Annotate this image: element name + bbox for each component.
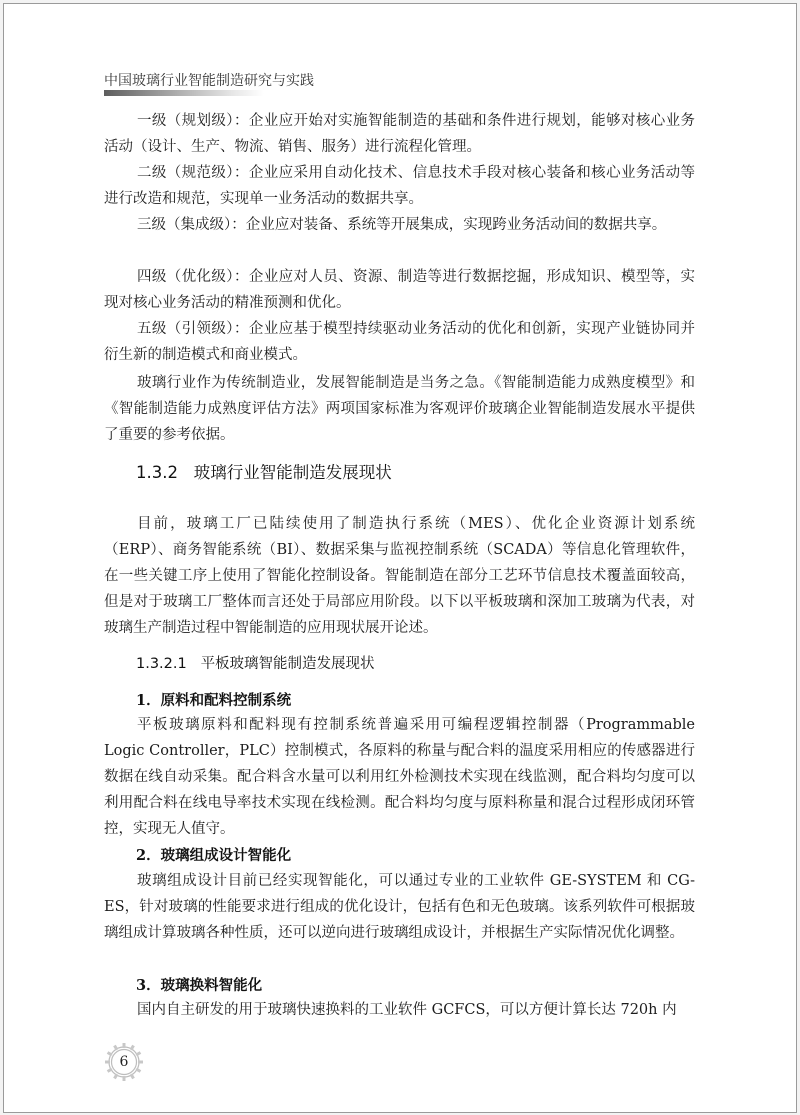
book-page (3, 3, 797, 1113)
subsection-title: 平板玻璃智能制造发展现状 (200, 656, 375, 672)
item-2-heading: 2．玻璃组成设计智能化 (136, 847, 292, 864)
item-2-body: 玻璃组成设计目前已经实现智能化，可以通过专业的工业软件 GE-SYSTEM 和 CG-ES，针对玻璃的性能要求进行组成的优化设计，包括有色和无色玻璃。该系列软件可根据玻璃组成计算玻璃各种性质，还可以逆向进行玻璃组成设计，并根据生产实际情况优化调整。 (104, 873, 695, 941)
item-3-heading: 3．玻璃换料智能化 (136, 977, 263, 994)
item-3-body: 国内自主研发的用于玻璃快速换料的工业软件 GCFCS，可以方便计算长达 720h 内 (137, 1002, 677, 1018)
section-heading-1-3-2 (136, 459, 392, 483)
level-3-paragraph: 三级（集成级）：企业应对装备、系统等开展集成，实现跨业务活动间的数据共享。 (137, 217, 667, 233)
item-1-heading: 1．原料和配料控制系统 (136, 692, 292, 709)
level-5-paragraph: 五级（引领级）：企业应基于模型持续驱动业务活动的优化和创新，实现产业链协同并衍生新的制造模式和商业模式。 (104, 321, 695, 363)
section-heading-1-3-2-1 (136, 652, 375, 673)
section-number: 1.3.2 (136, 463, 178, 482)
intro-paragraph: 玻璃行业作为传统制造业，发展智能制造是当务之急。《智能制造能力成熟度模型》和《智能制造能力成熟度评估方法》两项国家标准为客观评价玻璃企业智能制造发展水平提供了重要的参考依据。 (104, 375, 695, 443)
section-title: 玻璃行业智能制造发展现状 (193, 463, 392, 482)
running-head: 中国玻璃行业智能制造研究与实践 (104, 73, 314, 89)
page-number: 6 (119, 1054, 129, 1070)
item-1-body: 平板玻璃原料和配料现有控制系统普遍采用可编程逻辑控制器（Programmable Logic Controller，PLC）控制模式，各原料的称量与配合料的温度采用相应的传感器进行数据在线自动采集。配合料含水量可以利用红外检测技术实现在线监测，配合料均匀度可以利用配合料在线电导率技术实现在线检测。配合料均匀度与原料称量和混合过程形成闭环管控，实现无人值守。 (104, 717, 695, 837)
level-4-paragraph: 四级（优化级）：企业应对人员、资源、制造等进行数据挖掘，形成知识、模型等，实现对核心业务活动的精准预测和优化。 (104, 269, 695, 311)
running-head-rule (104, 90, 264, 96)
level-2-paragraph: 二级（规范级）：企业应采用自动化技术、信息技术手段对核心装备和核心业务活动等进行改造和规范，实现单一业务活动的数据共享。 (104, 165, 695, 207)
section-1-3-2-paragraph: 目前，玻璃工厂已陆续使用了制造执行系统（MES）、优化企业资源计划系统（ERP）、商务智能系统（BI）、数据采集与监视控制系统（SCADA）等信息化管理软件，在一些关键工序上使用了智能化控制设备。智能制造在部分工艺环节信息技术覆盖面较高，但是对于玻璃工厂整体而言还处于局部应用阶段。以下以平板玻璃和深加工玻璃为代表，对玻璃生产制造过程中智能制造的应用现状展开论述。 (104, 516, 695, 636)
level-1-paragraph: 一级（规划级）：企业应开始对实施智能制造的基础和条件进行规划，能够对核心业务活动（设计、生产、物流、销售、服务）进行流程化管理。 (104, 113, 695, 155)
subsection-number: 1.3.2.1 (136, 656, 187, 672)
